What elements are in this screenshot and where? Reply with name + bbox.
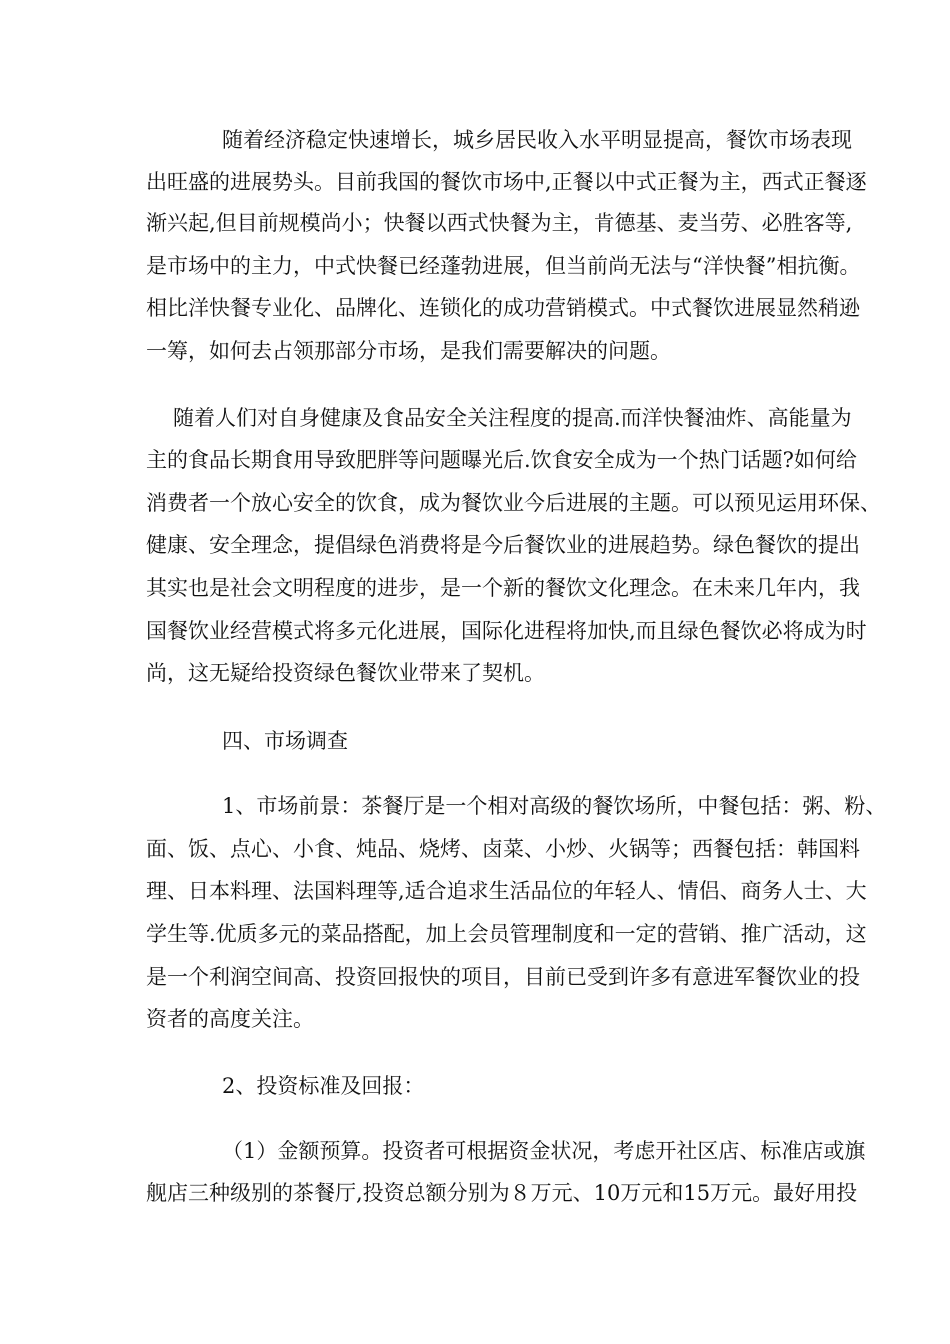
paragraph-2-line-6: 国餐饮业经营模式将多元化进展，国际化进程将加快,而且绿色餐饮必将成为时: [146, 619, 867, 643]
paragraph-4-line-1: （1）金额预算。投资者可根据资金状况，考虑开社区店、标准店或旗: [222, 1139, 866, 1163]
paragraph-4-line-2: 舰店三种级别的茶餐厅,投资总额分别为８万元、10万元和15万元。最好用投: [146, 1181, 858, 1205]
paragraph-1-line-6: 一筹，如何去占领那部分市场，是我们需要解决的问题。: [146, 339, 671, 363]
paragraph-1-line-4: 是市场中的主力，中式快餐已经蓬勃进展，但当前尚无法与“洋快餐”相抗衡。: [146, 254, 861, 278]
paragraph-3-line-3: 理、日本料理、法国料理等,适合追求生活品位的年轻人、情侣、商务人士、大: [146, 879, 867, 903]
paragraph-2-line-2: 主的食品长期食用导致肥胖等问题曝光后.饮食安全成为一个热门话题?如何给: [146, 448, 857, 472]
paragraph-1-line-5: 相比洋快餐专业化、品牌化、连锁化的成功营销模式。中式餐饮进展显然稍逊: [146, 296, 860, 320]
paragraph-2-line-1: 随着人们对自身健康及食品安全关注程度的提高.而洋快餐油炸、高能量为: [173, 406, 852, 430]
paragraph-1-line-2: 出旺盛的进展势头。目前我国的餐饮市场中,正餐以中式正餐为主，西式正餐逐: [146, 170, 867, 194]
paragraph-2-line-3: 消费者一个放心安全的饮食，成为餐饮业今后进展的主题。可以预见运用环保、: [146, 491, 881, 515]
paragraph-1-line-1: 随着经济稳定快速增长，城乡居民收入水平明显提高，餐饮市场表现: [222, 128, 852, 152]
paragraph-3-line-4: 学生等.优质多元的菜品搭配，加上会员管理制度和一定的营销、推广活动，这: [146, 922, 867, 946]
paragraph-2-line-4: 健康、安全理念，提倡绿色消费将是今后餐饮业的进展趋势。绿色餐饮的提出: [146, 533, 860, 557]
paragraph-2-line-7: 尚，这无疑给投资绿色餐饮业带来了契机。: [146, 661, 545, 685]
subheading-investment-standard: 2、投资标准及回报：: [222, 1074, 425, 1098]
paragraph-1-line-3: 渐兴起,但目前规模尚小；快餐以西式快餐为主，肯德基、麦当劳、必胜客等,: [146, 211, 853, 235]
paragraph-3-line-5: 是一个利润空间高、投资回报快的项目，目前已受到许多有意进军餐饮业的投: [146, 965, 860, 989]
section-heading-market-survey: 四、市场调查: [222, 729, 348, 753]
paragraph-3-line-2: 面、饭、点心、小食、炖品、烧烤、卤菜、小炒、火锅等；西餐包括：韩国料: [146, 837, 860, 861]
paragraph-3-line-1: 1、市场前景：茶餐厅是一个相对高级的餐饮场所，中餐包括：粥、粉、: [222, 794, 887, 818]
paragraph-2-line-5: 其实也是社会文明程度的进步，是一个新的餐饮文化理念。在未来几年内，我: [146, 576, 860, 600]
paragraph-3-line-6: 资者的高度关注。: [146, 1007, 314, 1031]
